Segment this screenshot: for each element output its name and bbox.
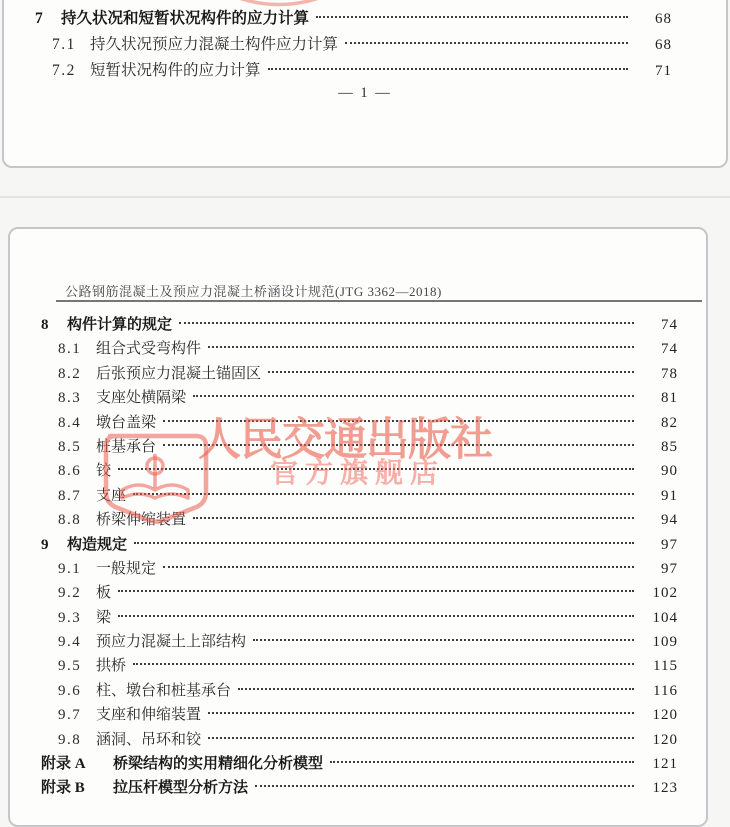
toc-entry-page: 74 — [661, 317, 678, 333]
toc-row — [10, 459, 706, 483]
toc-row — [4, 58, 726, 84]
dot-leader — [255, 785, 634, 787]
toc-row — [10, 435, 706, 459]
toc-row — [10, 606, 706, 630]
toc-entry-number: 9.3 — [58, 609, 82, 626]
toc-entry-title: 持久状况和短暂状况构件的应力计算 — [61, 10, 310, 27]
toc-entry-number: 9.1 — [58, 560, 82, 577]
running-header: 公路钢筋混凝土及预应力混凝土桥涵设计规范(JTG 3362—2018) — [65, 284, 442, 299]
toc-list-page1 — [4, 6, 726, 84]
page-number-footer: — 1 — — [338, 85, 392, 101]
toc-entry-title: 拱桥 — [96, 658, 127, 675]
toc-entry-number: 8 — [41, 317, 49, 333]
toc-entry-number: 8.5 — [58, 438, 82, 455]
toc-entry-page: 102 — [652, 585, 678, 602]
toc-page-2 — [8, 227, 708, 827]
toc-entry-title: 铰 — [96, 463, 112, 480]
toc-row — [10, 630, 706, 654]
toc-entry-number: 8.4 — [58, 414, 82, 431]
toc-entry-title: 桥梁结构的实用精细化分析模型 — [113, 756, 324, 773]
header-rule-line — [56, 300, 702, 302]
dot-leader — [330, 761, 634, 763]
toc-entry-page: 85 — [661, 438, 678, 455]
dot-leader — [238, 688, 634, 690]
toc-row — [10, 703, 706, 727]
toc-entry-page: 90 — [661, 463, 678, 480]
toc-entry-page: 109 — [652, 634, 678, 651]
toc-entry-page: 123 — [652, 780, 678, 797]
toc-entry-page: 97 — [661, 560, 678, 577]
dot-leader — [208, 712, 634, 714]
toc-row — [10, 679, 706, 703]
toc-entry-page: 82 — [661, 414, 678, 431]
toc-entry-page: 68 — [655, 11, 672, 27]
dot-leader — [118, 590, 634, 592]
toc-entry-page: 91 — [661, 487, 678, 504]
toc-entry-number: 9.6 — [58, 682, 82, 699]
toc-entry-title: 桩基承台 — [96, 438, 157, 455]
toc-entry-number: 9.4 — [58, 634, 82, 651]
toc-entry-number: 8.6 — [58, 463, 82, 480]
dot-leader — [118, 615, 634, 617]
toc-entry-number: 8.1 — [58, 341, 82, 358]
toc-entry-title: 持久状况预应力混凝土构件应力计算 — [90, 36, 339, 53]
toc-entry-number: 9 — [41, 536, 49, 553]
toc-entry-title: 支座 — [96, 487, 127, 504]
toc-row — [10, 654, 706, 678]
dot-leader — [268, 68, 628, 70]
toc-entry-title: 一般规定 — [96, 560, 157, 577]
toc-entry-page: 97 — [661, 536, 678, 553]
toc-entry-title: 构造规定 — [67, 536, 128, 553]
dot-leader — [163, 566, 634, 568]
toc-row — [10, 533, 706, 557]
toc-list-page2 — [10, 313, 706, 801]
dot-leader — [193, 517, 634, 519]
toc-row — [10, 508, 706, 532]
toc-row — [10, 728, 706, 752]
toc-entry-page: 71 — [655, 63, 672, 79]
toc-entry-title: 后张预应力混凝土锚固区 — [96, 365, 262, 382]
dot-leader — [193, 395, 634, 397]
toc-entry-page: 104 — [652, 609, 678, 626]
toc-entry-page: 120 — [652, 731, 678, 748]
watermark-store-text: 官方旗舰店 — [270, 457, 446, 488]
dot-leader — [345, 42, 628, 44]
toc-entry-page: 94 — [661, 512, 678, 529]
toc-row — [10, 484, 706, 508]
toc-entry-number: 附录 A — [41, 756, 86, 773]
toc-entry-number: 8.2 — [58, 365, 82, 382]
toc-entry-number: 7.2 — [52, 62, 76, 79]
dot-leader — [163, 444, 634, 446]
toc-entry-title: 预应力混凝土上部结构 — [96, 634, 247, 651]
toc-entry-title: 支座和伸缩装置 — [96, 707, 202, 724]
toc-entry-number: 9.8 — [58, 731, 82, 748]
toc-entry-number: 7 — [35, 10, 43, 27]
toc-entry-title: 涵洞、吊环和铰 — [96, 731, 202, 748]
toc-row — [10, 362, 706, 386]
dot-leader — [208, 346, 634, 348]
dot-leader — [118, 468, 634, 470]
toc-row — [10, 313, 706, 337]
toc-entry-page: 121 — [652, 756, 678, 773]
toc-entry-number: 8.3 — [58, 390, 82, 407]
toc-entry-page: 120 — [652, 707, 678, 724]
toc-row — [10, 776, 706, 800]
dot-leader — [133, 663, 634, 665]
toc-entry-title: 支座处横隔梁 — [96, 390, 187, 407]
toc-entry-title: 构件计算的规定 — [67, 317, 173, 333]
toc-entry-page: 115 — [653, 658, 678, 675]
toc-row — [4, 32, 726, 58]
toc-entry-page: 81 — [661, 390, 678, 407]
toc-entry-number: 8.7 — [58, 487, 82, 504]
toc-entry-page: 78 — [661, 365, 678, 382]
toc-entry-title: 拉压杆模型分析方法 — [113, 780, 249, 797]
toc-entry-title: 桥梁伸缩装置 — [96, 512, 187, 529]
toc-entry-title: 梁 — [96, 609, 112, 626]
toc-entry-title: 柱、墩台和桩基承台 — [96, 682, 232, 699]
toc-entry-number: 7.1 — [52, 36, 76, 53]
dot-leader — [179, 322, 634, 324]
toc-row — [10, 557, 706, 581]
toc-entry-title: 墩台盖梁 — [96, 414, 157, 431]
dot-leader — [134, 542, 634, 544]
toc-entry-number: 9.2 — [58, 585, 82, 602]
toc-entry-page: 74 — [661, 341, 678, 358]
toc-row — [10, 581, 706, 605]
toc-entry-number: 9.5 — [58, 658, 82, 675]
toc-entry-number: 附录 B — [41, 780, 85, 797]
card-divider-line — [0, 196, 730, 198]
dot-leader — [253, 639, 634, 641]
dot-leader — [208, 737, 634, 739]
toc-row — [10, 386, 706, 410]
dot-leader — [133, 493, 634, 495]
toc-entry-number: 8.8 — [58, 512, 82, 529]
toc-row — [10, 411, 706, 435]
watermark-publisher-text: 人民交通出版社 — [198, 415, 492, 466]
toc-row — [4, 6, 726, 32]
dot-leader — [268, 371, 634, 373]
dot-leader — [316, 16, 628, 18]
toc-entry-title: 板 — [96, 585, 112, 602]
toc-page-1 — [2, 0, 728, 168]
toc-entry-number: 9.7 — [58, 707, 82, 724]
toc-row — [10, 337, 706, 361]
toc-entry-page: 68 — [655, 37, 672, 53]
dot-leader — [163, 420, 634, 422]
toc-entry-page: 116 — [653, 682, 678, 699]
toc-row — [10, 752, 706, 776]
toc-entry-title: 组合式受弯构件 — [96, 341, 202, 358]
toc-entry-title: 短暂状况构件的应力计算 — [90, 62, 261, 79]
